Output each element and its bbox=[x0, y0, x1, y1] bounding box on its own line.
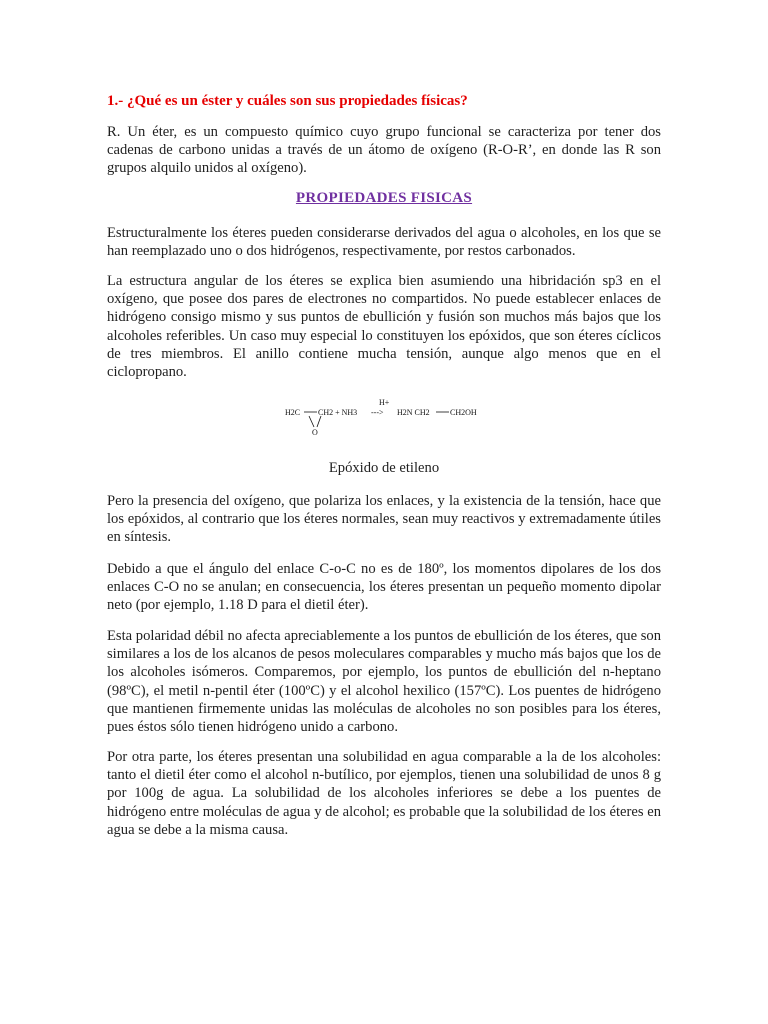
question-heading: 1.- ¿Qué es un éster y cuáles son sus propiedades físicas? bbox=[107, 93, 468, 109]
reaction-arrow: ---> bbox=[371, 408, 384, 417]
paragraph-6: Por otra parte, los éteres presentan una solubilidad en agua comparable a la de los alcoholes: tanto el dietil éter como el alcohol n-butílico, por ejemplos, tienen una solubilidad de unos 8 g por 100g de agua. La solubilidad de los alcoholes inferiores se debe a los puentes de hidrógeno entre moléculas de agua y de alcohol; es probable que la solubilidad de los éteres en agua se debe a la misma causa. bbox=[107, 749, 661, 838]
paragraph-2: La estructura angular de los éteres se explica bien asumiendo una hibridación sp3 en el oxígeno, que posee dos pares de electrones no compartidos. No puede establecer enlaces de hidrógeno consigo mismo y sus puntos de ebullición y fusión son muchos más bajos que los alcoholes referibles. Un caso muy especial lo constituyen los epóxidos, que son éteres cíclicos de tres miembros. El anillo contiene mucha tensión, aunque algo menos que en el ciclopropano. bbox=[107, 273, 661, 381]
paragraph-3: Pero la presencia del oxígeno, que polariza los enlaces, y la existencia de la tensión, hace que los epóxidos, al contrario que los éteres normales, sean muy reactivos y extremadamente útiles en síntesis. bbox=[107, 493, 661, 546]
catalyst-label: H+ bbox=[379, 398, 390, 407]
product-h2n-ch2: H2N CH2 bbox=[397, 408, 430, 417]
paragraph-5: Esta polaridad débil no afecta apreciablemente a los puntos de ebullición de los éteres, que son similares a los de los alcanos de pesos moleculares comparables y mucho más bajos que los de los alcoholes isómeros. Comparemos, por ejemplo, los puntos de ebullición del n-heptano (98ºC), el metil n-pentil éter (100ºC) y el alcohol hexilico (157ºC). Los puentes de hidrógeno que mantienen firmemente unidas las moléculas de alcoholes no son posibles para los éteres, pues éstos sólo tienen hidrógeno unido a carbono. bbox=[107, 628, 661, 736]
section-title: PROPIEDADES FISICAS bbox=[295, 190, 473, 206]
figure-caption: Epóxido de etileno bbox=[328, 460, 440, 476]
paragraph-4: Debido a que el ángulo del enlace C-o-C no es de 180º, los momentos dipolares de los dos enlaces C-O no se anulan; en consecuencia, los éteres presentan un pequeño momento dipolar neto (por ejemplo, 1.18 D para el dietil éter). bbox=[107, 561, 661, 614]
reactant-ch2-nh3: CH2 + NH3 bbox=[318, 408, 358, 417]
reactant-h2c: H2C bbox=[285, 408, 301, 417]
paragraph-1: Estructuralmente los éteres pueden considerarse derivados del agua o alcoholes, en los que se han reemplazado uno o dos hidrógenos, respectivamente, por restos carbonados. bbox=[107, 225, 661, 260]
answer-paragraph: R. Un éter, es un compuesto químico cuyo grupo funcional se caracteriza por tener dos cadenas de carbono unidas a través de un átomo de oxígeno (R-O-R’, en donde las R son grupos alquilo unidos al oxígeno). bbox=[107, 124, 661, 177]
reaction-diagram bbox=[283, 395, 489, 441]
product-ch2oh: CH2OH bbox=[450, 408, 477, 417]
epoxide-oxygen: O bbox=[312, 428, 318, 437]
